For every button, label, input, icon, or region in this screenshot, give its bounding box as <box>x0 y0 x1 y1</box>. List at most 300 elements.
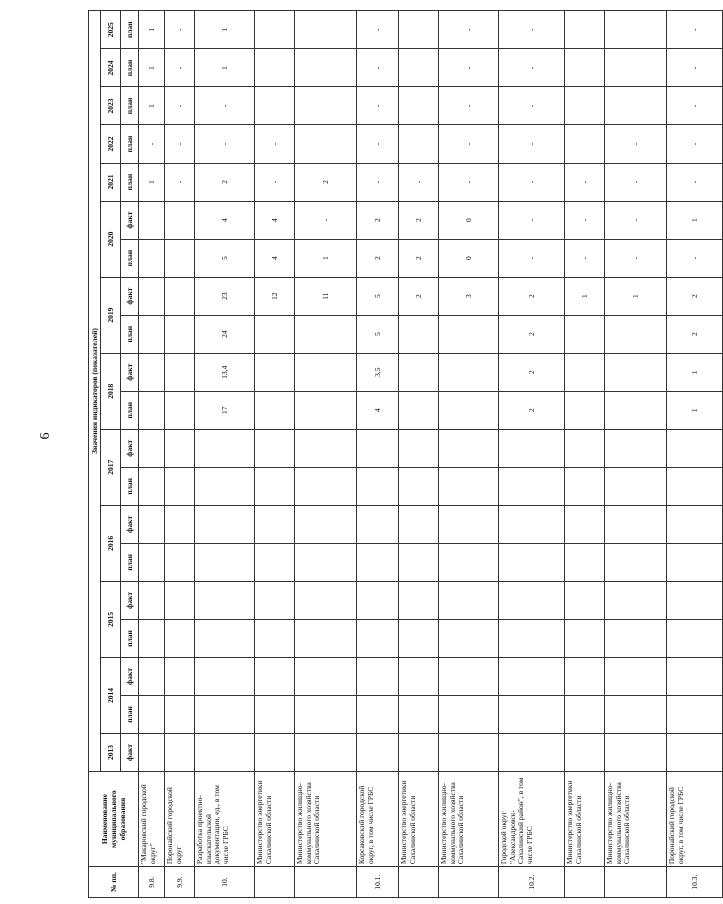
value-cell <box>139 695 165 733</box>
value-cell <box>499 543 565 581</box>
value-cell <box>165 467 195 505</box>
value-cell <box>255 87 295 125</box>
value-cell: - <box>499 87 565 125</box>
value-cell <box>499 429 565 467</box>
value-cell <box>499 657 565 695</box>
value-cell: - <box>439 11 499 49</box>
value-cell: - <box>605 125 667 163</box>
value-cell: - <box>139 125 165 163</box>
plan-header: план <box>121 125 139 163</box>
value-cell <box>565 125 605 163</box>
value-cell: 1 <box>139 87 165 125</box>
table-row <box>565 11 605 898</box>
value-cell: 23 <box>195 277 255 315</box>
value-cell <box>605 429 667 467</box>
value-cell: 2 <box>195 163 255 201</box>
value-cell <box>499 505 565 543</box>
value-cell <box>195 543 255 581</box>
value-cell <box>605 734 667 772</box>
value-cell <box>357 429 399 467</box>
value-cell <box>399 467 439 505</box>
value-cell: 2 <box>499 391 565 429</box>
value-cell <box>139 201 165 239</box>
table-row <box>399 11 439 898</box>
value-cell: 24 <box>195 315 255 353</box>
value-cell: - <box>357 87 399 125</box>
value-cell <box>139 315 165 353</box>
value-cell <box>565 49 605 87</box>
header-name: Наименование муниципального образования <box>89 772 139 867</box>
row-number <box>565 867 605 898</box>
row-number: 10.2. <box>499 867 565 898</box>
value-cell <box>399 734 439 772</box>
value-cell <box>605 695 667 733</box>
value-cell: - <box>605 201 667 239</box>
rotated-table-wrapper <box>88 10 699 898</box>
fact-header: факт <box>121 277 139 315</box>
row-number: 10.1. <box>357 867 399 898</box>
table-row <box>165 11 195 898</box>
value-cell: - <box>255 125 295 163</box>
table-row <box>255 11 295 898</box>
value-cell <box>255 315 295 353</box>
value-cell <box>565 391 605 429</box>
value-cell <box>357 581 399 619</box>
value-cell <box>165 391 195 429</box>
value-cell <box>667 734 723 772</box>
value-cell: 2 <box>667 277 723 315</box>
row-number <box>439 867 499 898</box>
value-cell <box>295 315 357 353</box>
value-cell <box>139 581 165 619</box>
value-cell: - <box>565 201 605 239</box>
value-cell <box>255 543 295 581</box>
plan-header: план <box>121 695 139 733</box>
value-cell <box>295 87 357 125</box>
value-cell: - <box>357 11 399 49</box>
year-header: 2021 <box>101 163 121 201</box>
value-cell: 2 <box>667 315 723 353</box>
value-cell <box>139 239 165 277</box>
value-cell <box>139 467 165 505</box>
value-cell <box>165 543 195 581</box>
value-cell <box>499 619 565 657</box>
value-cell: - <box>439 87 499 125</box>
value-cell <box>439 657 499 695</box>
value-cell <box>295 695 357 733</box>
value-cell: - <box>499 201 565 239</box>
value-cell: 1 <box>667 201 723 239</box>
value-cell: 13,4 <box>195 353 255 391</box>
value-cell: 2 <box>499 353 565 391</box>
fact-header: факт <box>121 581 139 619</box>
value-cell <box>295 429 357 467</box>
value-cell <box>295 467 357 505</box>
row-name: Поронайский городской округ <box>165 772 195 867</box>
row-name: Поронайский городской округ, в том числе ГРБС <box>667 772 723 867</box>
year-header: 2014 <box>101 657 121 733</box>
value-cell: 1 <box>195 11 255 49</box>
value-cell <box>399 657 439 695</box>
value-cell <box>565 734 605 772</box>
table-row <box>667 11 723 898</box>
value-cell <box>499 734 565 772</box>
value-cell <box>255 657 295 695</box>
value-cell: - <box>439 49 499 87</box>
value-cell <box>195 467 255 505</box>
value-cell <box>255 391 295 429</box>
value-cell <box>165 657 195 695</box>
value-cell <box>295 11 357 49</box>
value-cell: - <box>565 239 605 277</box>
value-cell <box>565 353 605 391</box>
value-cell <box>357 619 399 657</box>
year-header: 2015 <box>101 581 121 657</box>
value-cell: 4 <box>255 239 295 277</box>
value-cell <box>139 277 165 315</box>
row-name: "Макаровский городской округ" <box>139 772 165 867</box>
value-cell <box>565 315 605 353</box>
table-row <box>605 11 667 898</box>
value-cell <box>565 619 605 657</box>
value-cell: 5 <box>357 277 399 315</box>
value-cell <box>255 695 295 733</box>
value-cell <box>605 619 667 657</box>
page-number: 6 <box>38 432 53 440</box>
year-header: 2013 <box>101 734 121 772</box>
value-cell: 5 <box>357 315 399 353</box>
value-cell <box>165 734 195 772</box>
value-cell: 1 <box>139 163 165 201</box>
value-cell <box>565 581 605 619</box>
row-name: Министерство энергетики Сахалинской области <box>255 772 295 867</box>
value-cell <box>439 429 499 467</box>
value-cell: - <box>667 11 723 49</box>
value-cell <box>667 581 723 619</box>
value-cell: - <box>667 163 723 201</box>
value-cell <box>295 391 357 429</box>
value-cell <box>165 619 195 657</box>
plan-header: план <box>121 543 139 581</box>
value-cell <box>139 619 165 657</box>
value-cell: 1 <box>605 277 667 315</box>
value-cell <box>667 657 723 695</box>
row-name: Разработка проектно-изыскательской документации, ед., в том числе ГРБС <box>195 772 255 867</box>
value-cell <box>295 581 357 619</box>
value-cell <box>439 619 499 657</box>
value-cell <box>255 49 295 87</box>
plan-header: план <box>121 619 139 657</box>
fact-header: факт <box>121 657 139 695</box>
value-cell: 4 <box>195 201 255 239</box>
value-cell: 5 <box>195 239 255 277</box>
value-cell: - <box>255 163 295 201</box>
value-cell <box>565 657 605 695</box>
value-cell <box>605 11 667 49</box>
value-cell: - <box>357 125 399 163</box>
value-cell <box>439 391 499 429</box>
value-cell <box>139 657 165 695</box>
row-name: Министерство жилищно-коммунального хозяйства Сахалинской области <box>605 772 667 867</box>
value-cell <box>165 695 195 733</box>
value-cell: - <box>439 125 499 163</box>
value-cell: - <box>165 163 195 201</box>
value-cell: - <box>357 49 399 87</box>
value-cell <box>565 505 605 543</box>
fact-header: факт <box>121 353 139 391</box>
value-cell: 3,5 <box>357 353 399 391</box>
value-cell <box>165 353 195 391</box>
value-cell <box>667 695 723 733</box>
value-cell <box>295 49 357 87</box>
year-header: 2016 <box>101 505 121 581</box>
value-cell <box>295 353 357 391</box>
value-cell: 2 <box>357 201 399 239</box>
value-cell <box>255 11 295 49</box>
row-number <box>399 867 439 898</box>
value-cell <box>255 505 295 543</box>
row-number <box>295 867 357 898</box>
value-cell <box>605 49 667 87</box>
value-cell <box>295 657 357 695</box>
fact-header: факт <box>121 429 139 467</box>
value-cell: 3 <box>439 277 499 315</box>
plan-header: план <box>121 163 139 201</box>
plan-header: план <box>121 467 139 505</box>
plan-header: план <box>121 239 139 277</box>
value-cell <box>255 429 295 467</box>
year-header: 2019 <box>101 277 121 353</box>
value-cell <box>605 391 667 429</box>
value-cell <box>139 429 165 467</box>
value-cell <box>255 734 295 772</box>
value-cell <box>605 581 667 619</box>
value-cell <box>195 657 255 695</box>
header-num: № пп. <box>89 867 139 898</box>
fact-header: факт <box>121 734 139 772</box>
value-cell <box>357 505 399 543</box>
value-cell <box>139 391 165 429</box>
value-cell: - <box>165 11 195 49</box>
value-cell <box>605 657 667 695</box>
value-cell: - <box>605 163 667 201</box>
value-cell <box>605 543 667 581</box>
value-cell: 2 <box>357 239 399 277</box>
value-cell <box>195 429 255 467</box>
row-number: 10. <box>195 867 255 898</box>
value-cell <box>439 353 499 391</box>
value-cell <box>399 581 439 619</box>
value-cell <box>667 505 723 543</box>
value-cell <box>439 695 499 733</box>
year-header: 2022 <box>101 125 121 163</box>
value-cell <box>605 353 667 391</box>
value-cell: 17 <box>195 391 255 429</box>
value-cell <box>605 505 667 543</box>
row-number: 9.8. <box>139 867 165 898</box>
value-cell <box>499 581 565 619</box>
value-cell <box>195 734 255 772</box>
value-cell <box>399 49 439 87</box>
value-cell <box>399 11 439 49</box>
table-row <box>439 11 499 898</box>
value-cell: - <box>165 125 195 163</box>
value-cell: 1 <box>195 49 255 87</box>
value-cell: - <box>499 49 565 87</box>
value-cell: - <box>195 87 255 125</box>
value-cell: - <box>499 11 565 49</box>
value-cell <box>439 505 499 543</box>
table-row <box>139 11 165 898</box>
indicator-table <box>88 10 723 898</box>
row-name: Министерство энергетики Сахалинской области <box>565 772 605 867</box>
value-cell <box>399 391 439 429</box>
value-cell: 1 <box>667 353 723 391</box>
value-cell <box>399 619 439 657</box>
year-header: 2018 <box>101 353 121 429</box>
value-cell <box>667 429 723 467</box>
value-cell <box>165 429 195 467</box>
value-cell: - <box>605 239 667 277</box>
value-cell <box>165 581 195 619</box>
value-cell <box>357 543 399 581</box>
value-cell: - <box>399 163 439 201</box>
value-cell <box>255 619 295 657</box>
value-cell <box>565 87 605 125</box>
value-cell <box>499 467 565 505</box>
table-row <box>195 11 255 898</box>
value-cell: 4 <box>255 201 295 239</box>
value-cell <box>565 543 605 581</box>
value-cell <box>605 467 667 505</box>
value-cell: - <box>165 87 195 125</box>
value-cell: 2 <box>399 277 439 315</box>
value-cell <box>399 125 439 163</box>
value-cell: 2 <box>499 277 565 315</box>
value-cell <box>399 505 439 543</box>
value-cell <box>565 11 605 49</box>
year-header: 2024 <box>101 49 121 87</box>
value-cell <box>439 581 499 619</box>
value-cell: 2 <box>399 239 439 277</box>
plan-header: план <box>121 87 139 125</box>
value-cell <box>499 695 565 733</box>
value-cell <box>399 87 439 125</box>
row-name: Корсаковский городской округ, в том числе ГРБС <box>357 772 399 867</box>
row-number <box>605 867 667 898</box>
value-cell: 4 <box>357 391 399 429</box>
plan-header: план <box>121 11 139 49</box>
value-cell: 0 <box>439 201 499 239</box>
value-cell <box>565 429 605 467</box>
value-cell: - <box>565 163 605 201</box>
value-cell <box>139 734 165 772</box>
value-cell: - <box>357 163 399 201</box>
value-cell <box>439 734 499 772</box>
value-cell <box>165 201 195 239</box>
row-number: 10.3. <box>667 867 723 898</box>
value-cell: - <box>499 163 565 201</box>
value-cell <box>439 315 499 353</box>
value-cell <box>439 543 499 581</box>
fact-header: факт <box>121 505 139 543</box>
value-cell <box>139 505 165 543</box>
row-name: Городской округ "Александровск-Сахалинский район", в том числе ГРБС <box>499 772 565 867</box>
header-indicators: Значения индикаторов (показателей) <box>89 11 101 772</box>
value-cell <box>565 467 605 505</box>
value-cell <box>357 657 399 695</box>
value-cell <box>139 353 165 391</box>
table-row <box>499 11 565 898</box>
value-cell: - <box>295 201 357 239</box>
value-cell: - <box>439 163 499 201</box>
value-cell: 11 <box>295 277 357 315</box>
value-cell <box>295 619 357 657</box>
value-cell <box>399 429 439 467</box>
value-cell: - <box>667 239 723 277</box>
value-cell: 2 <box>295 163 357 201</box>
value-cell <box>399 315 439 353</box>
year-header: 2023 <box>101 87 121 125</box>
value-cell <box>605 315 667 353</box>
value-cell <box>195 619 255 657</box>
value-cell: 2 <box>399 201 439 239</box>
row-name: Министерство энергетики Сахалинской области <box>399 772 439 867</box>
value-cell: 1 <box>139 49 165 87</box>
value-cell: 1 <box>295 239 357 277</box>
value-cell: - <box>667 87 723 125</box>
value-cell <box>357 467 399 505</box>
value-cell <box>255 581 295 619</box>
value-cell <box>667 543 723 581</box>
value-cell <box>165 239 195 277</box>
fact-header: факт <box>121 201 139 239</box>
value-cell <box>439 467 499 505</box>
row-name: Министерство жилищно-коммунального хозяйства Сахалинской области <box>439 772 499 867</box>
value-cell <box>295 543 357 581</box>
value-cell <box>399 353 439 391</box>
value-cell <box>295 734 357 772</box>
value-cell: - <box>499 125 565 163</box>
value-cell: 2 <box>499 315 565 353</box>
plan-header: план <box>121 315 139 353</box>
value-cell <box>165 277 195 315</box>
value-cell: - <box>667 125 723 163</box>
table-row <box>295 11 357 898</box>
row-name: Министерство жилищно-коммунального хозяйства Сахалинской области <box>295 772 357 867</box>
value-cell <box>295 505 357 543</box>
value-cell <box>195 581 255 619</box>
value-cell: - <box>499 239 565 277</box>
value-cell: 1 <box>667 391 723 429</box>
value-cell <box>667 467 723 505</box>
value-cell: - <box>195 125 255 163</box>
value-cell: - <box>667 49 723 87</box>
row-number: 9.9. <box>165 867 195 898</box>
row-number <box>255 867 295 898</box>
value-cell <box>357 734 399 772</box>
value-cell <box>139 543 165 581</box>
value-cell <box>399 695 439 733</box>
value-cell: 1 <box>139 11 165 49</box>
year-header: 2020 <box>101 201 121 277</box>
value-cell: 12 <box>255 277 295 315</box>
value-cell <box>255 467 295 505</box>
value-cell <box>565 695 605 733</box>
plan-header: план <box>121 391 139 429</box>
table-body <box>139 11 723 898</box>
table-row <box>357 11 399 898</box>
